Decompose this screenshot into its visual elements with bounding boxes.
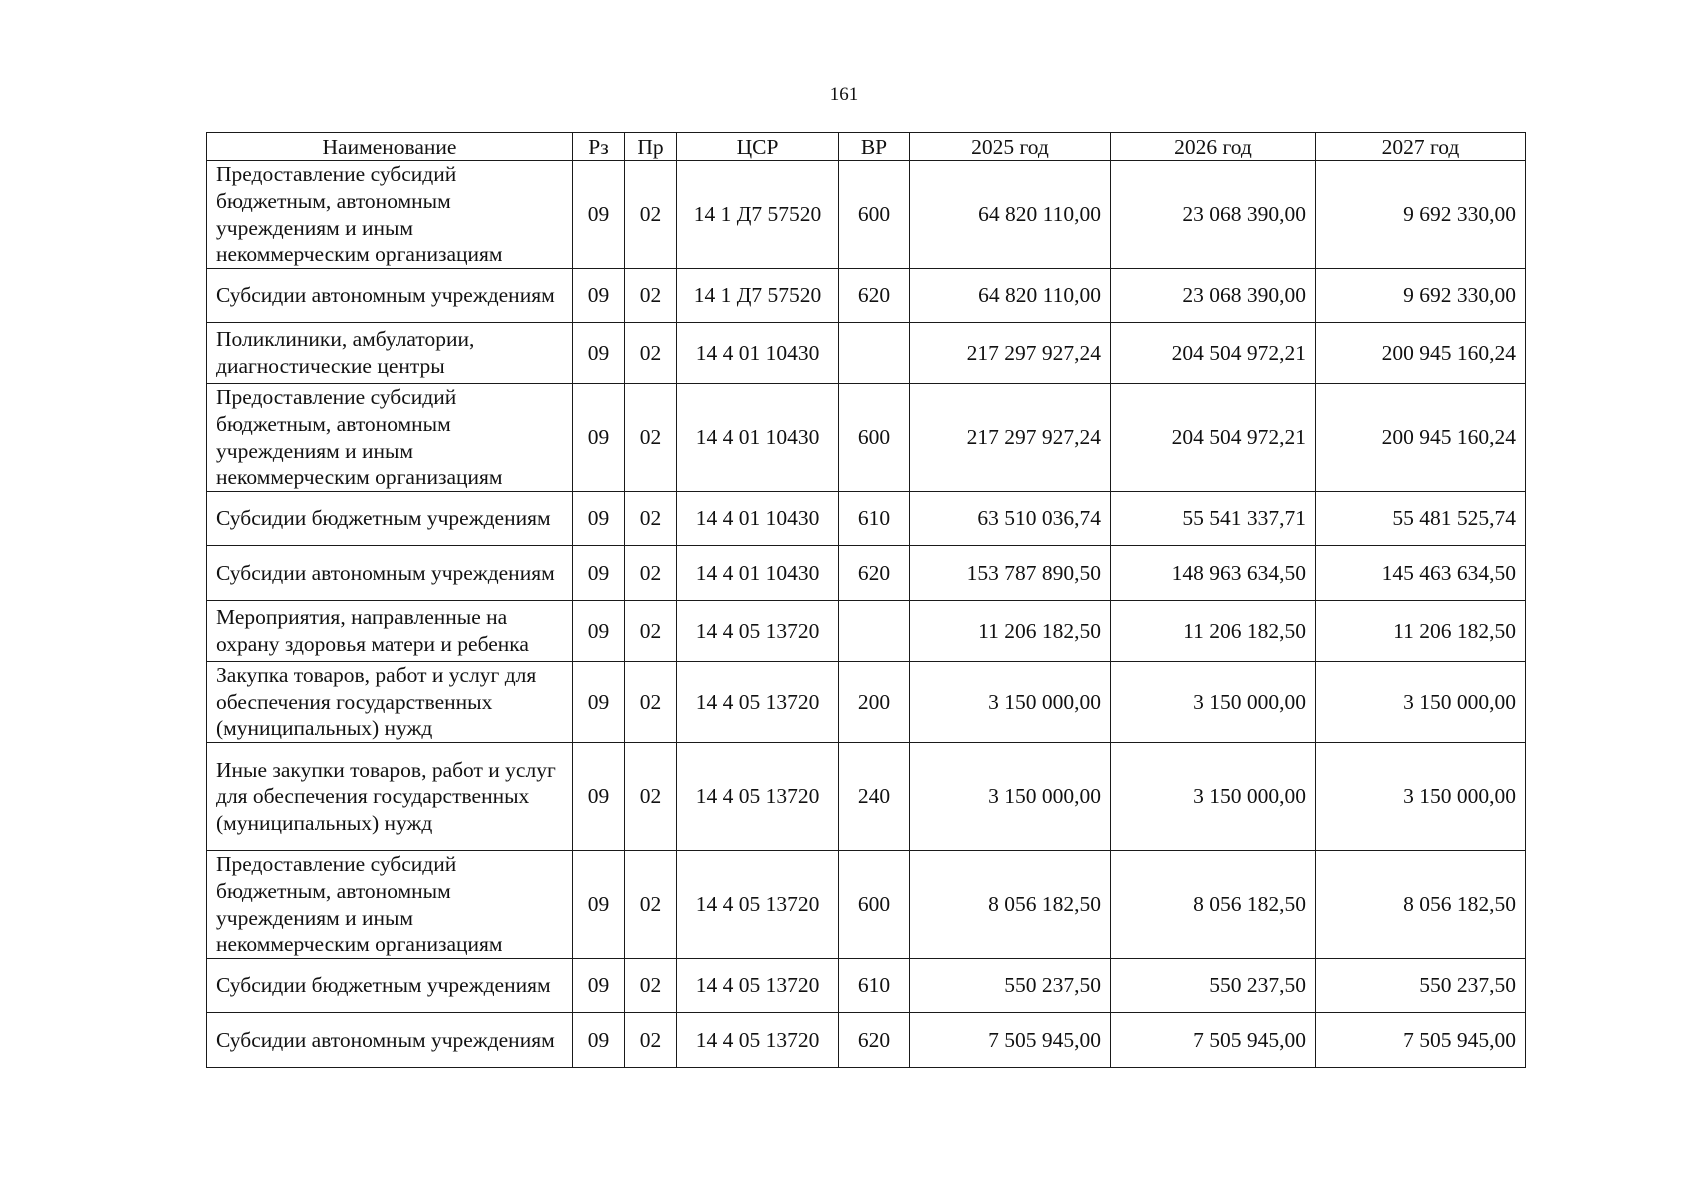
table-row — [207, 743, 1526, 851]
cell-pr: 02 — [625, 959, 677, 1013]
page-number: 161 — [829, 84, 859, 105]
table-row — [207, 662, 1526, 743]
cell-2025: 217 297 927,24 — [910, 323, 1111, 384]
cell-vr: 620 — [839, 269, 910, 323]
cell-rz: 09 — [573, 546, 625, 601]
table-row — [207, 269, 1526, 323]
cell-2027: 3 150 000,00 — [1316, 743, 1526, 851]
cell-pr: 02 — [625, 601, 677, 662]
table-row — [207, 601, 1526, 662]
header-pr: Пр — [625, 133, 677, 161]
cell-name: Закупка товаров, работ и услуг для обеспечения государственных (муниципальных) нужд — [207, 662, 573, 743]
cell-csr: 14 1 Д7 57520 — [677, 269, 839, 323]
table-row — [207, 323, 1526, 384]
cell-2025: 550 237,50 — [910, 959, 1111, 1013]
cell-2025: 64 820 110,00 — [910, 161, 1111, 269]
table-row — [207, 384, 1526, 492]
table-row — [207, 1013, 1526, 1068]
cell-name: Субсидии автономным учреждениям — [207, 269, 573, 323]
cell-2026: 11 206 182,50 — [1111, 601, 1316, 662]
cell-2026: 55 541 337,71 — [1111, 492, 1316, 546]
cell-rz: 09 — [573, 851, 625, 959]
cell-rz: 09 — [573, 743, 625, 851]
table-header-row — [207, 133, 1526, 161]
table-row — [207, 959, 1526, 1013]
cell-2027: 145 463 634,50 — [1316, 546, 1526, 601]
header-vr: ВР — [839, 133, 910, 161]
cell-pr: 02 — [625, 384, 677, 492]
cell-2026: 148 963 634,50 — [1111, 546, 1316, 601]
cell-2026: 3 150 000,00 — [1111, 743, 1316, 851]
cell-2027: 3 150 000,00 — [1316, 662, 1526, 743]
cell-pr: 02 — [625, 269, 677, 323]
cell-csr: 14 4 05 13720 — [677, 601, 839, 662]
cell-rz: 09 — [573, 323, 625, 384]
cell-2025: 7 505 945,00 — [910, 1013, 1111, 1068]
cell-csr: 14 4 01 10430 — [677, 492, 839, 546]
cell-vr: 600 — [839, 851, 910, 959]
cell-pr: 02 — [625, 1013, 677, 1068]
cell-vr — [839, 601, 910, 662]
cell-pr: 02 — [625, 546, 677, 601]
cell-rz: 09 — [573, 492, 625, 546]
cell-2027: 200 945 160,24 — [1316, 323, 1526, 384]
cell-vr: 600 — [839, 384, 910, 492]
cell-name: Субсидии бюджетным учреждениям — [207, 492, 573, 546]
cell-vr: 620 — [839, 546, 910, 601]
cell-2027: 55 481 525,74 — [1316, 492, 1526, 546]
cell-rz: 09 — [573, 662, 625, 743]
cell-csr: 14 4 01 10430 — [677, 323, 839, 384]
cell-name: Мероприятия, направленные на охрану здоровья матери и ребенка — [207, 601, 573, 662]
cell-vr: 610 — [839, 959, 910, 1013]
cell-2026: 550 237,50 — [1111, 959, 1316, 1013]
cell-rz: 09 — [573, 384, 625, 492]
cell-2026: 23 068 390,00 — [1111, 161, 1316, 269]
header-2026: 2026 год — [1111, 133, 1316, 161]
header-csr: ЦСР — [677, 133, 839, 161]
header-name: Наименование — [207, 133, 573, 161]
cell-2026: 204 504 972,21 — [1111, 323, 1316, 384]
cell-2025: 64 820 110,00 — [910, 269, 1111, 323]
header-rz: Рз — [573, 133, 625, 161]
cell-csr: 14 4 05 13720 — [677, 851, 839, 959]
cell-vr: 240 — [839, 743, 910, 851]
cell-vr: 610 — [839, 492, 910, 546]
cell-pr: 02 — [625, 323, 677, 384]
cell-2027: 8 056 182,50 — [1316, 851, 1526, 959]
cell-csr: 14 4 05 13720 — [677, 1013, 839, 1068]
cell-pr: 02 — [625, 851, 677, 959]
cell-name: Предоставление субсидий бюджетным, автономным учреждениям и иным некоммерческим организациям — [207, 384, 573, 492]
cell-csr: 14 1 Д7 57520 — [677, 161, 839, 269]
cell-pr: 02 — [625, 662, 677, 743]
cell-2027: 11 206 182,50 — [1316, 601, 1526, 662]
cell-name: Иные закупки товаров, работ и услуг для обеспечения государственных (муниципальных) нужд — [207, 743, 573, 851]
cell-2027: 9 692 330,00 — [1316, 269, 1526, 323]
cell-csr: 14 4 05 13720 — [677, 959, 839, 1013]
cell-pr: 02 — [625, 743, 677, 851]
cell-csr: 14 4 05 13720 — [677, 743, 839, 851]
cell-name: Субсидии автономным учреждениям — [207, 1013, 573, 1068]
cell-csr: 14 4 01 10430 — [677, 384, 839, 492]
cell-name: Предоставление субсидий бюджетным, автономным учреждениям и иным некоммерческим организациям — [207, 851, 573, 959]
cell-name: Предоставление субсидий бюджетным, автономным учреждениям и иным некоммерческим организациям — [207, 161, 573, 269]
cell-2025: 8 056 182,50 — [910, 851, 1111, 959]
cell-2025: 153 787 890,50 — [910, 546, 1111, 601]
cell-2027: 7 505 945,00 — [1316, 1013, 1526, 1068]
cell-csr: 14 4 05 13720 — [677, 662, 839, 743]
table-row — [207, 546, 1526, 601]
table-row — [207, 851, 1526, 959]
cell-2026: 204 504 972,21 — [1111, 384, 1316, 492]
cell-2025: 217 297 927,24 — [910, 384, 1111, 492]
cell-pr: 02 — [625, 492, 677, 546]
cell-2026: 3 150 000,00 — [1111, 662, 1316, 743]
cell-csr: 14 4 01 10430 — [677, 546, 839, 601]
cell-2026: 7 505 945,00 — [1111, 1013, 1316, 1068]
cell-2027: 550 237,50 — [1316, 959, 1526, 1013]
cell-2027: 200 945 160,24 — [1316, 384, 1526, 492]
header-2025: 2025 год — [910, 133, 1111, 161]
cell-name: Субсидии бюджетным учреждениям — [207, 959, 573, 1013]
table-row — [207, 492, 1526, 546]
cell-rz: 09 — [573, 959, 625, 1013]
cell-2026: 23 068 390,00 — [1111, 269, 1316, 323]
cell-2025: 3 150 000,00 — [910, 743, 1111, 851]
cell-name: Субсидии автономным учреждениям — [207, 546, 573, 601]
cell-vr: 620 — [839, 1013, 910, 1068]
cell-rz: 09 — [573, 1013, 625, 1068]
cell-vr: 200 — [839, 662, 910, 743]
cell-rz: 09 — [573, 161, 625, 269]
table-row — [207, 161, 1526, 269]
cell-rz: 09 — [573, 601, 625, 662]
cell-2025: 11 206 182,50 — [910, 601, 1111, 662]
cell-2026: 8 056 182,50 — [1111, 851, 1316, 959]
cell-vr — [839, 323, 910, 384]
cell-name: Поликлиники, амбулатории, диагностические центры — [207, 323, 573, 384]
cell-2025: 3 150 000,00 — [910, 662, 1111, 743]
cell-2027: 9 692 330,00 — [1316, 161, 1526, 269]
header-2027: 2027 год — [1316, 133, 1526, 161]
cell-rz: 09 — [573, 269, 625, 323]
cell-2025: 63 510 036,74 — [910, 492, 1111, 546]
cell-vr: 600 — [839, 161, 910, 269]
cell-pr: 02 — [625, 161, 677, 269]
budget-table — [206, 132, 1526, 1068]
